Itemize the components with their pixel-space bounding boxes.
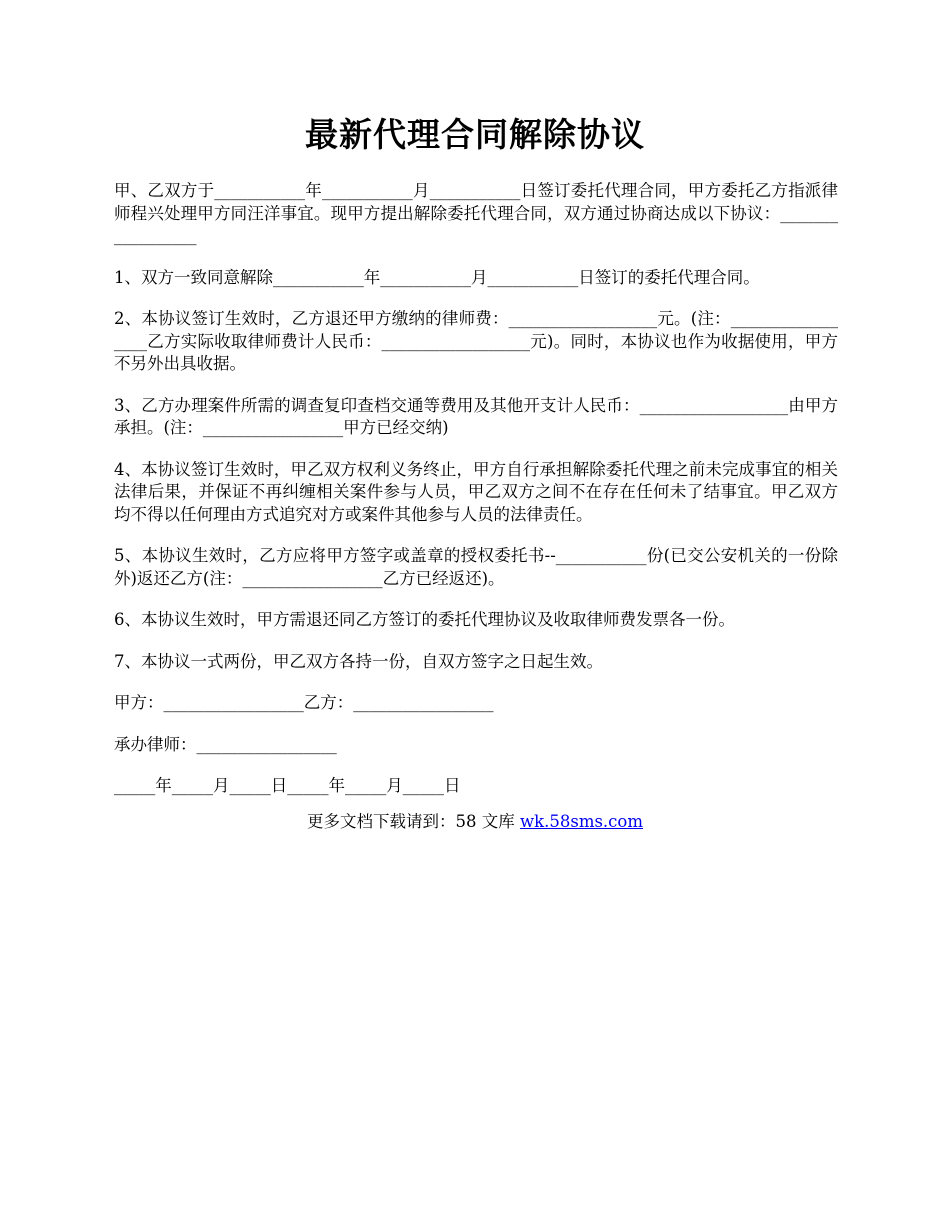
paragraph-clause-2: 2、本协议签订生效时，乙方退还甲方缴纳的律师费：__________________元。(注：_________________乙方实际收取律师费计人民币：__________________元)。同时，本协议也作为收据使用，甲方不另外出具收据。	[114, 309, 838, 373]
signature-dates: _____年_____月_____日_____年_____月_____日	[114, 776, 461, 795]
document-body	[114, 180, 838, 817]
paragraph-clause-4: 4、本协议签订生效时，甲乙双方权利义务终止，甲方自行承担解除委托代理之前未完成事宜的相关法律后果，并保证不再纠缠相关案件参与人员，甲乙双方之间不在存在任何未了结事宜。甲乙双方均不得以任何理由方式追究对方或案件其他参与人员的法律责任。	[114, 459, 838, 524]
document-title: 最新代理合同解除协议	[305, 115, 645, 154]
signature-parties: 甲方：_________________乙方：_________________	[114, 693, 494, 712]
footer-note	[0, 810, 950, 834]
paragraph-clause-6: 6、本协议生效时，甲方需退还同乙方签订的委托代理协议及收取律师费发票各一份。	[114, 610, 735, 629]
paragraph-clause-7: 7、本协议一式两份，甲乙双方各持一份，自双方签字之日起生效。	[114, 651, 603, 671]
paragraph-clause-1: 1、双方一致同意解除___________年___________月___________日签订的委托代理合同。	[114, 267, 760, 287]
signature-lawyer: 承办律师：_________________	[114, 734, 337, 754]
footer-text: 更多文档下载请到：58 文库	[306, 812, 520, 831]
paragraph-intro: 甲、乙双方于___________年___________月___________日签订委托代理合同，甲方委托乙方指派律师程兴处理甲方同汪洋事宜。现甲方提出解除委托代理合同，双方通过协商达成以下协议：_________________	[114, 181, 838, 245]
paragraph-clause-5: 5、本协议生效时，乙方应将甲方签字或盖章的授权委托书--___________份(已交公安机关的一份除外)返还乙方(注：_________________乙方已经返还)。	[114, 546, 838, 588]
paragraph-clause-3: 3、乙方办理案件所需的调查复印查档交通等费用及其他开支计人民币：__________________由甲方承担。(注：_________________甲方已经交纳)	[114, 395, 838, 437]
footer-link[interactable]: wk.58sms.com	[519, 812, 643, 831]
